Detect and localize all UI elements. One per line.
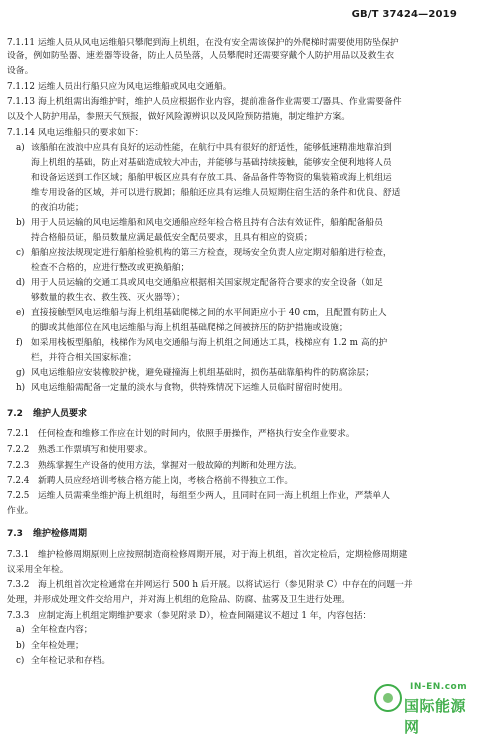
clause-number: 7.3.2 [7, 580, 30, 590]
list-marker: c) [16, 656, 25, 666]
list-marker: c) [16, 248, 25, 258]
clause-number: 7.2.2 [7, 445, 30, 455]
line-text: 检查不合格的，应进行整改或更换船舶； [31, 263, 190, 273]
line-text: 的夜泊功能； [31, 203, 84, 213]
line-text: 处理，并形成处理文件交给用户，并对海上机组的危险品、防腐、盐雾及卫生进行处理。 [7, 595, 351, 605]
line-text: 全年检记录和存档。 [31, 656, 111, 666]
line-text: 海上机组需出海维护时，维护人员应根据作业内容，提前准备作业需要工/器具、作业需要备件 [38, 97, 402, 107]
list-marker: a) [16, 143, 25, 153]
clause-number: 7.2.5 [7, 491, 30, 501]
clause-number: 7.3.3 [7, 611, 30, 621]
list-marker: a) [16, 625, 25, 635]
line-text: 以及个人防护用品，参照天气预报，做好风险源辨识以及风险预防措施，制定维护方案。 [7, 112, 351, 122]
line-text: 议采用全年检。 [7, 565, 69, 575]
line-text: 作业。 [7, 506, 34, 516]
line-text: 直接接触型风电运维船与海上机组基础爬梯之间的水平间距应小于 40 cm，且配置有防止人 [31, 308, 387, 318]
clause-number: 7.3.1 [7, 550, 30, 560]
line-text: 维护人员要求 [33, 409, 88, 419]
line-text: 全年检查内容； [31, 625, 93, 635]
clause-number: 7.1.12 [7, 82, 35, 92]
line-text: 该船舶在波浪中应具有良好的运动性能，在航行中具有很好的舒适性，能够低速精准地靠泊到 [31, 143, 392, 153]
list-marker: d) [16, 278, 26, 288]
list-marker: f) [16, 338, 23, 348]
line-text: 运维人员出行船只应为风电运维船或风电交通船。 [38, 82, 232, 92]
list-marker: g) [16, 368, 26, 378]
in-en-logo-icon [374, 684, 402, 712]
line-text: 海上机组的基础，防止对基础造成较大冲击，并能够与基础持续接触，能够安全便利地将人员 [31, 158, 392, 168]
clause-number: 7.2.4 [7, 476, 30, 486]
clause-number: 7.2 [7, 409, 23, 419]
line-text: 维护检修周期原则上应按照制造商检修周期开展，对于海上机组，首次定检后，定期检修周期建 [38, 550, 408, 560]
line-text: 的脚或其他部位在风电运维船与海上机组基础爬梯之间被挤压的防护措施或设施； [31, 323, 348, 333]
clause-number: 7.1.13 [7, 97, 35, 107]
line-text: 维护检修周期 [33, 529, 88, 539]
line-text: 熟悉工作票填写和使用要求。 [38, 445, 153, 455]
line-text: 船舶应按法规现定进行船舶检验机构的第三方检查，现场安全负责人应定期对船舶进行检查， [31, 248, 392, 258]
list-marker: h) [16, 383, 26, 393]
clause-number: 7.1.11 [7, 38, 35, 48]
list-marker: e) [16, 308, 25, 318]
clause-number: 7.3 [7, 529, 23, 539]
line-text: 够数量的救生衣、救生筏、灭火器等）； [31, 293, 185, 303]
line-text: 熟练掌握生产设备的使用方法，掌握对一般故障的判断和处理方法。 [38, 461, 302, 471]
line-text: 海上机组首次定检通常在并网运行 500 h 后开展。以将试运行（参见附录 C）中存在的问题一并 [38, 580, 413, 590]
line-text: 设备，例如防坠器、速差器等设备，防止人员坠落，人员攀爬时还需要穿戴个人防护用品以及救生衣 [7, 51, 395, 61]
line-text: 运维人员从风电运维船只攀爬到海上机组，在没有安全需该保护的外爬梯时需要使用防坠保护 [38, 38, 399, 48]
line-text: 栏，并符合相关国家标准； [31, 353, 137, 363]
line-text: 风电运维船只的要求如下： [38, 128, 144, 138]
line-text: 如采用栈板型船舶，栈梯作为风电交通船与海上机组之间通达工具，栈梯应有 1.2 m 高的护 [31, 338, 388, 348]
list-marker: b) [16, 641, 26, 651]
line-text: 新聘人员应经培训考核合格方能上岗，考核合格前不得独立工作。 [38, 476, 294, 486]
line-text: 风电运维船需配备一定量的淡水与食物，供特殊情况下运维人员临时留宿时使用。 [31, 383, 348, 393]
watermark-name: 国际能源网 [404, 697, 467, 736]
line-text: 用于人员运输的交通工具或风电交通船应根据相关国家规定配备符合要求的安全设备（如足 [31, 278, 383, 288]
line-text: 和设备运送到工作区域；船舶甲板区应具有存放工具、备品备件等物资的集装箱或海上机组运 [31, 173, 392, 183]
clause-number: 7.2.1 [7, 429, 30, 439]
clause-number: 7.1.14 [7, 128, 35, 138]
line-text: 应制定海上机组定期维护要求（参见附录 D），检查间隔建议不超过 1 年，内容包括： [38, 611, 372, 621]
in-en-watermark [374, 680, 478, 736]
line-text: 全年检处理； [31, 641, 84, 651]
line-text: 设备。 [7, 66, 34, 76]
list-marker: b) [16, 218, 26, 228]
standard-number-header: GB/T 37424—2019 [351, 9, 457, 20]
clause-number: 7.2.3 [7, 461, 30, 471]
line-text: 任何检查和维修工作应在计划的时间内，依照手册操作，严格执行安全作业要求。 [38, 429, 355, 439]
line-text: 持合格船员证，船员数量应满足最低安全配员要求，且具有相应的资质； [31, 233, 313, 243]
line-text: 用于人员运输的风电运维船和风电交通船应经年检合格且持有合法有效证件，船舶配备船员 [31, 218, 383, 228]
line-text: 风电运维船应安装橡胶护栊，避免碰撞海上机组基础时，损伤基础靠船构件的防腐涂层； [31, 368, 375, 378]
line-text: 维专用设备的区域，并可以进行脱卸；船舶还应具有运维人员短期住宿生活的条件和优良、舒适 [31, 188, 401, 198]
line-text: 运维人员需乘坐维护海上机组时，每组至少两人，且同时在同一海上机组上作业，严禁单人 [38, 491, 390, 501]
watermark-site: IN-EN.com [410, 682, 468, 692]
